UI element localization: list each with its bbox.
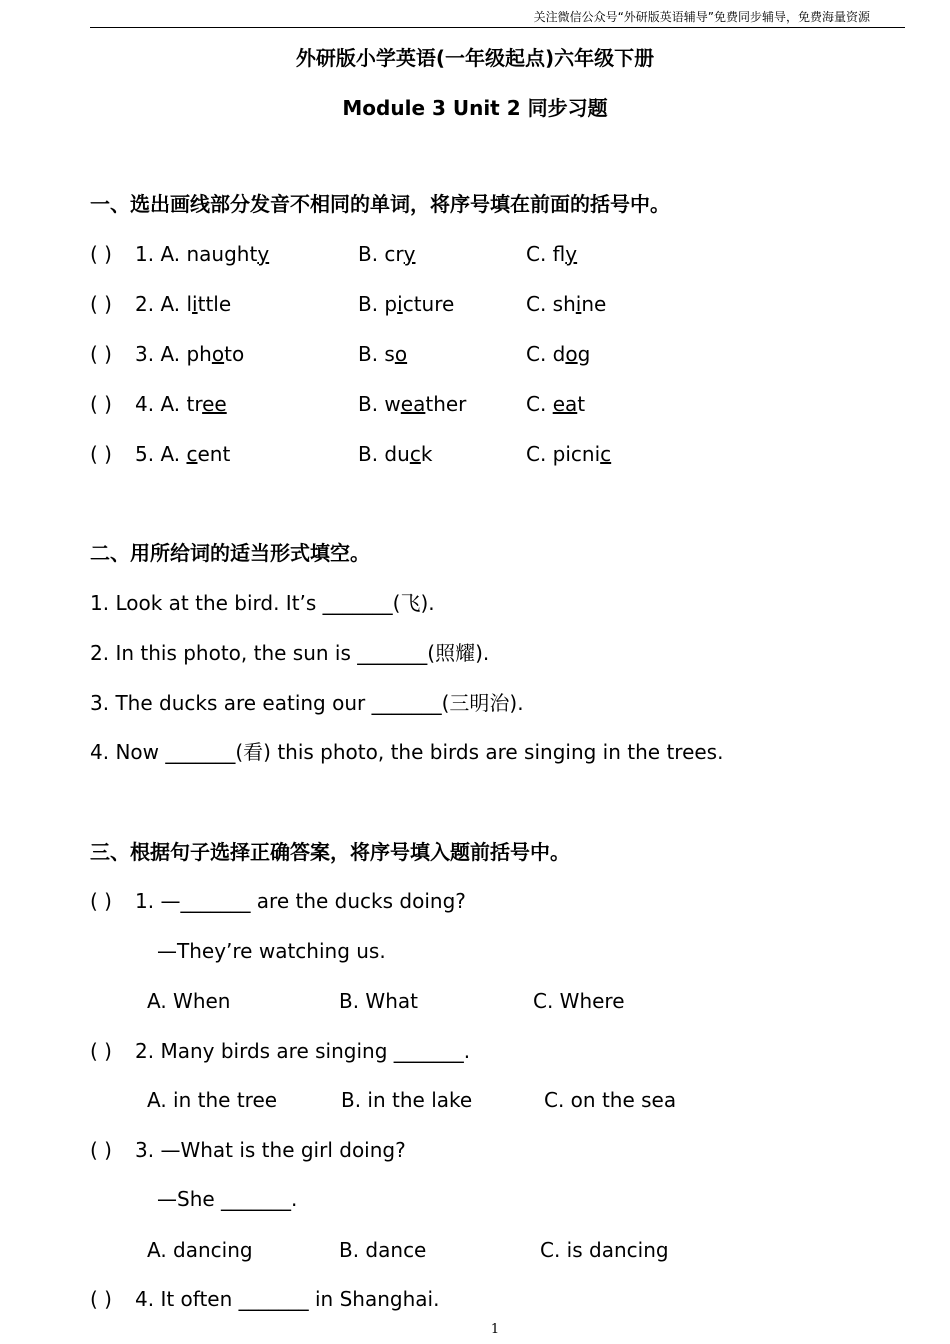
section3-heading: 三、根据句子选择正确答案，将序号填入题前括号中。 [90,840,570,864]
fill-item: 3. The ducks are eating our _______(三明治). [90,691,524,715]
question-stem: 3. —What is the girl doing? [135,1138,406,1162]
answer-paren[interactable]: ( ) [90,889,112,913]
question-reply: —They’re watching us. [157,939,386,963]
option-a: 4. A. tree [135,392,227,416]
choice-a: A. in the tree [147,1088,278,1112]
option-a: 3. A. photo [135,342,245,366]
choice-c: C. Where [533,989,625,1013]
question-stem: 1. —_______ are the ducks doing? [135,889,466,913]
answer-paren[interactable]: ( ) [90,392,112,416]
option-a: 5. A. cent [135,442,231,466]
option-a: 1. A. naughty [135,242,270,266]
question-2 [90,1039,471,1063]
answer-paren[interactable]: ( ) [90,442,112,466]
answer-paren[interactable]: ( ) [90,242,112,266]
answer-paren[interactable]: ( ) [90,342,112,366]
choice-a: A. When [147,989,231,1013]
option-c: C. picnic [526,442,612,466]
fill-item: 1. Look at the bird. It’s _______(飞). [90,591,435,615]
answer-paren[interactable]: ( ) [90,292,112,316]
question-1 [90,889,466,913]
header-rule [90,27,905,28]
option-c: C. dog [526,342,591,366]
question-reply: —She _______. [157,1187,298,1211]
choice-a: A. dancing [147,1238,253,1262]
option-b: B. cry [358,242,416,266]
option-b: B. picture [358,292,455,316]
option-b: B. so [358,342,408,366]
option-b: B. weather [358,392,467,416]
header-note: 关注微信公众号“外研版英语辅导”免费同步辅导，免费海量资源 [533,10,870,24]
answer-paren[interactable]: ( ) [90,1287,112,1311]
page-title: 外研版小学英语(一年级起点)六年级下册 [295,46,655,70]
page-subtitle: Module 3 Unit 2 同步习题 [342,96,608,120]
page-number: 1 [490,1322,500,1337]
section2-heading: 二、用所给词的适当形式填空。 [90,541,370,565]
option-c: C. fly [526,242,578,266]
answer-paren[interactable]: ( ) [90,1138,112,1162]
choice-b: B. in the lake [341,1088,473,1112]
question-3 [90,1138,406,1162]
choice-c: C. is dancing [540,1238,669,1262]
choice-b: B. dance [339,1238,427,1262]
fill-item: 2. In this photo, the sun is _______(照耀). [90,641,490,665]
choice-b: B. What [339,989,418,1013]
option-a: 2. A. little [135,292,232,316]
option-c: C. eat [526,392,586,416]
fill-item: 4. Now _______(看) this photo, the birds are singing in the trees. [90,740,724,764]
choice-c: C. on the sea [544,1088,677,1112]
answer-paren[interactable]: ( ) [90,1039,112,1063]
question-stem: 2. Many birds are singing _______. [135,1039,471,1063]
question-4 [90,1287,440,1311]
section1-heading: 一、选出画线部分发音不相同的单词，将序号填在前面的括号中。 [90,192,670,216]
question-stem: 4. It often _______ in Shanghai. [135,1287,440,1311]
option-b: B. duck [358,442,433,466]
option-c: C. shine [526,292,607,316]
